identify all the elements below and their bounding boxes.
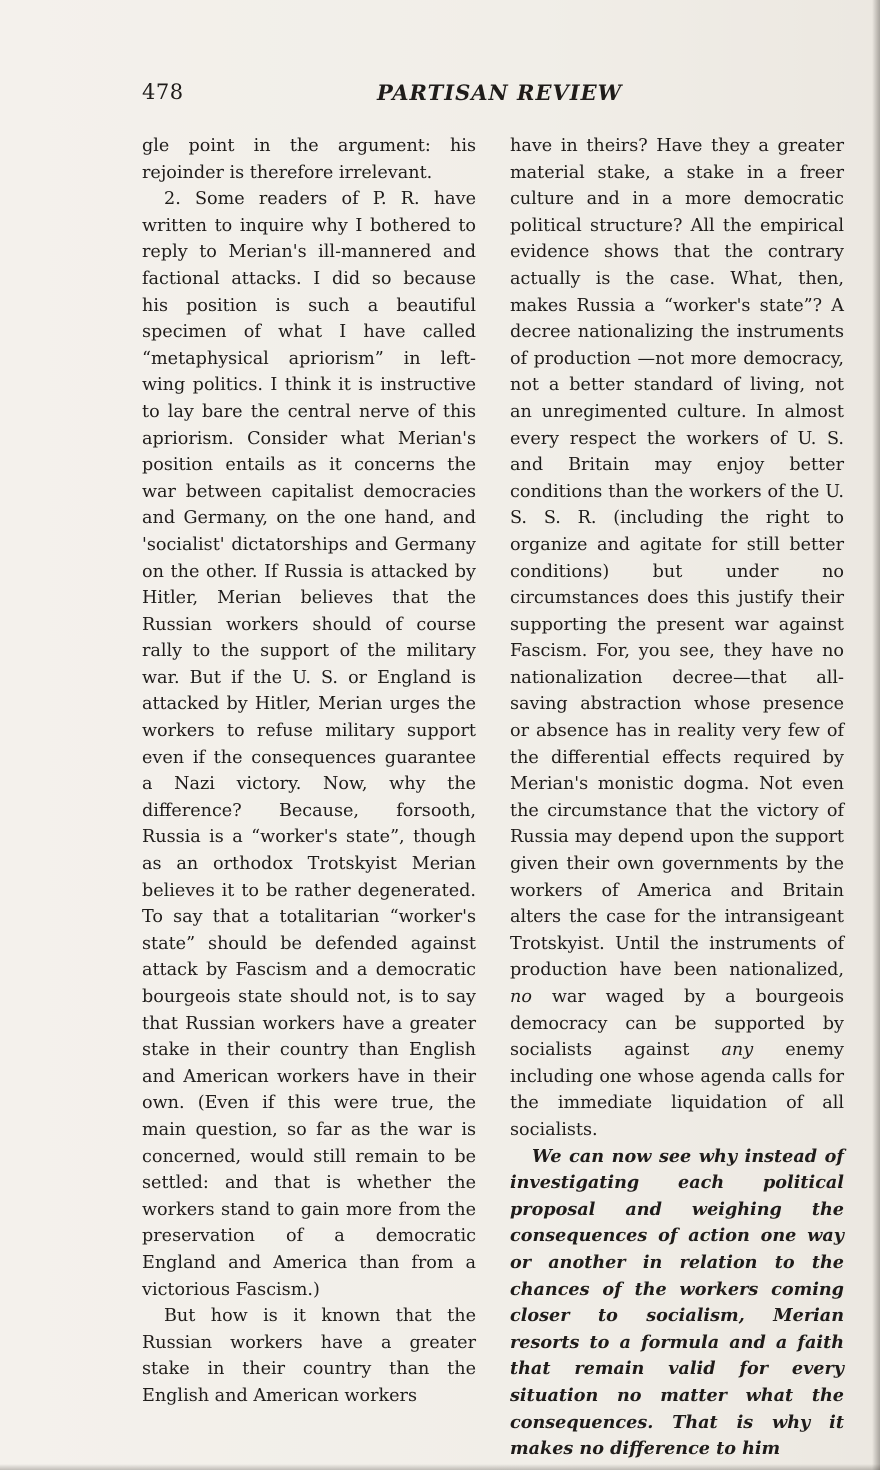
paragraph-continuation xyxy=(510,133,844,1144)
text-run: enemy including one whose agenda calls for the immediate liquidation of all socialists. xyxy=(510,1040,844,1140)
paragraph-conclusion: We can now see why instead of investigating each political proposal and weighing the consequences of action one way or another in relation to the chances of the workers coming closer to socialism, Merian resorts to a formula and a faith that remain valid for every situation no matter what the consequences. That is why it makes no difference to him xyxy=(510,1145,844,1460)
left-column xyxy=(142,133,476,1410)
page-number: 478 xyxy=(142,80,184,104)
page-bottom-shadow xyxy=(0,1464,880,1470)
paragraph-point-2: 2. Some readers of P. R. have written to inquire why I bothered to reply to Merian's ill-mannered and factional attacks. I did so because his position is such a beautiful specimen of what I have called “metaphysical apriorism” in left-wing politics. I think it is instructive to lay bare the central nerve of this apriorism. Consider what Merian's position entails as it concerns the war between capitalist democracies and Germany, on the one hand, and 'socialist' dictatorships and Germany on the other. If Russia is attacked by Hitler, Merian believes that the Russian workers should of course rally to the support of the military war. But if the U. S. or England is attacked by Hitler, Merian urges the workers to refuse military support even if the consequences guarantee a Nazi victory. Now, why the difference? Because, forsooth, Russia is a “worker's state”, though as an orthodox Trotskyist Merian believes it to be rather degenerated. To say that a totalitarian “worker's state” should be defended against attack by Fascism and a democratic bourgeois state should not, is to say that Russian workers have a greater stake in their country than English and American workers have in their own. (Even if this were true, the main question, so far as the war is concerned, would still remain to be settled: and that is whether the workers stand to gain more from the preservation of a democratic England and America than from a victorious Fascism.) xyxy=(142,189,476,1300)
paragraph-continued: gle point in the argument: his rejoinder is therefore irrelevant. xyxy=(142,136,476,183)
right-column xyxy=(510,133,844,1463)
emphasis-no: no xyxy=(510,987,532,1007)
running-title: PARTISAN REVIEW xyxy=(377,80,623,105)
emphasis-any: any xyxy=(721,1040,754,1061)
text-run: have in theirs? Have they a greater material stake, a stake in a freer culture and in a more democratic political structure? All the empirical evidence shows that the contrary actually is the case. What, then, makes Russia a “worker's state”? A decree nationalizing the instruments of production —not more democracy, not a better standard of living, not an unregimented culture. In almost every respect the workers of U. S. and Britain may enjoy better conditions than the workers of the U. S. S. R. (including the right to organize and agitate for still better conditions) but under no circumstances does this justify their supporting the present war against Fascism. For, you see, they have no nationalization decree—that all-saving abstraction whose presence or absence has in reality very few of the differential effects required by Merian's monistic dogma. Not even the circumstance that the victory of Russia may depend upon the support given their own governments by the workers of America and Britain alters the case for the intransigeant Trotskyist. Until the instruments of production have been nationalized, xyxy=(510,136,844,981)
page-edge-shadow xyxy=(872,0,880,1470)
paragraph-russian-workers: But how is it known that the Russian workers have a greater stake in their country than the English and American workers xyxy=(142,1306,476,1406)
text-run: war waged by a bourgeois democracy can be supported by socialists against xyxy=(510,987,845,1061)
page-header xyxy=(142,80,842,120)
